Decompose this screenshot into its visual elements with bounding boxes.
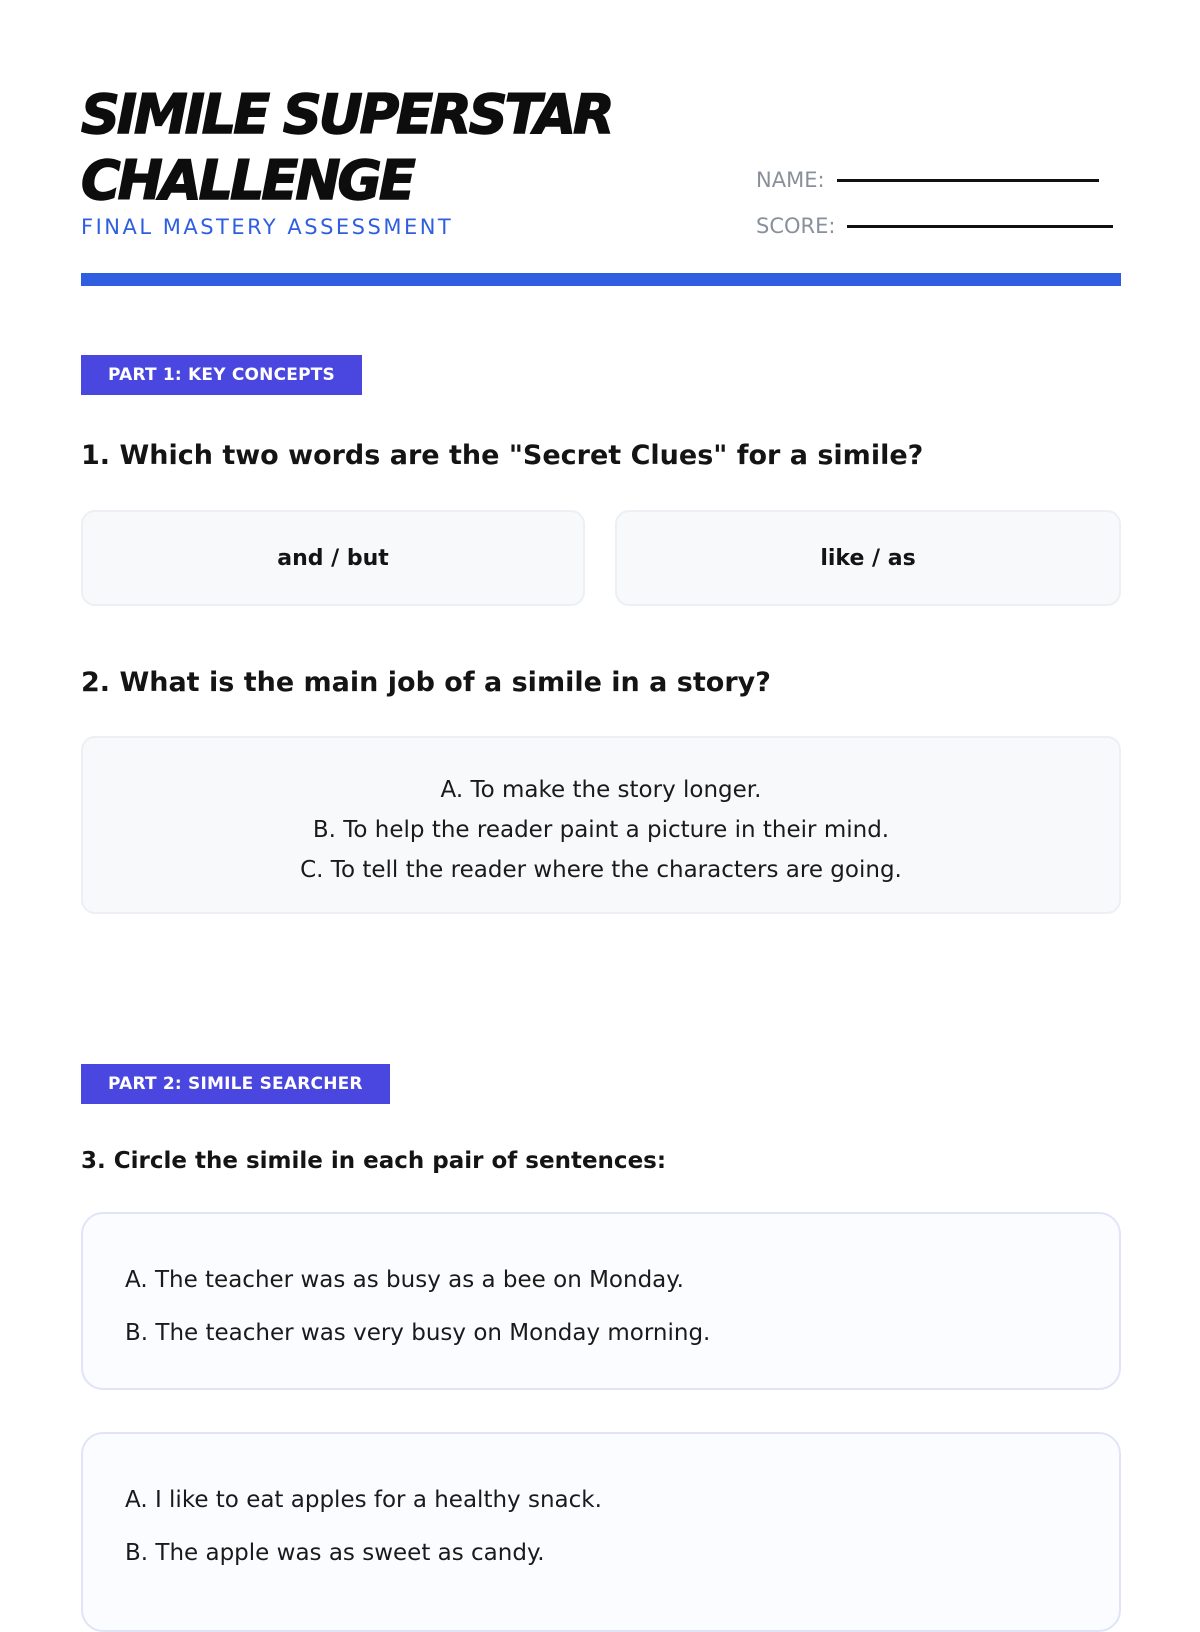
question-2: 2. What is the main job of a simile in a story? — [81, 667, 771, 698]
part1-badge: PART 1: KEY CONCEPTS — [81, 355, 362, 395]
name-write-line — [837, 179, 1099, 182]
pair2-sentence-a: A. I like to eat apples for a healthy snack. — [125, 1487, 602, 1513]
pair2-sentence-b: B. The apple was as sweet as candy. — [125, 1540, 545, 1566]
q1-option-1: and / but — [81, 510, 585, 606]
q2-choice-c: C. To tell the reader where the characters are going. — [300, 857, 902, 883]
q2-choice-b: B. To help the reader paint a picture in their mind. — [312, 817, 890, 843]
pair1-sentence-a: A. The teacher was as busy as a bee on Monday. — [125, 1267, 684, 1293]
title-line-2: CHALLENGE — [81, 149, 413, 212]
q2-choice-a: A. To make the story longer. — [440, 777, 762, 803]
score-write-line — [847, 225, 1113, 228]
question-1: 1. Which two words are the "Secret Clues" for a simile? — [81, 440, 924, 471]
part2-badge: PART 2: SIMILE SEARCHER — [81, 1064, 390, 1104]
q2-choices-box — [81, 736, 1121, 914]
page-subtitle: FINAL MASTERY ASSESSMENT — [81, 215, 454, 239]
score-field — [756, 214, 1113, 238]
name-label: NAME: — [756, 168, 825, 192]
worksheet-page — [81, 0, 1121, 1566]
sentence-pair-2 — [81, 1432, 1121, 1632]
question-3: 3. Circle the simile in each pair of sentences: — [81, 1148, 667, 1174]
header-divider — [81, 273, 1121, 286]
title-line-1: SIMILE SUPERSTAR — [81, 83, 612, 146]
worksheet-header — [81, 0, 1121, 290]
name-field — [756, 168, 1099, 192]
score-label: SCORE: — [756, 214, 836, 238]
sentence-pair-1 — [81, 1212, 1121, 1390]
pair1-sentence-b: B. The teacher was very busy on Monday morning. — [125, 1320, 711, 1346]
q1-option-2: like / as — [615, 510, 1121, 606]
page-title — [81, 82, 721, 214]
